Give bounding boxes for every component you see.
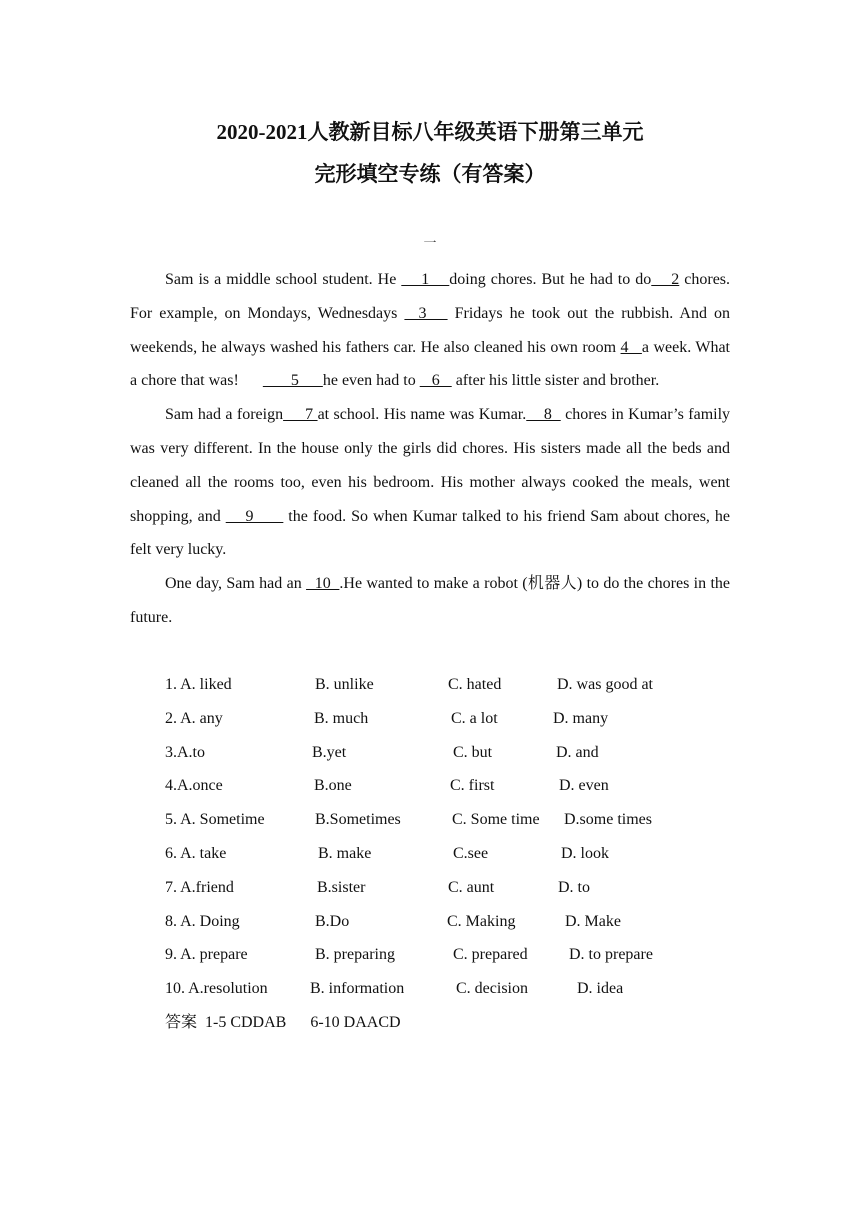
option-a: 1. A. liked [165,676,232,693]
option-a: 5. A. Sometime [165,811,265,829]
option-a: 2. A. any [165,709,223,727]
blank-6: 6 [419,372,452,390]
passage-text: the food. So when Kumar talked to his friend Sam about chores, he felt very lucky. [130,507,730,559]
document-title-line-1: 2020-2021人教新目标八年级英语下册第三单元 [216,120,644,144]
blank-1: 1 [401,271,450,288]
blank-4: 4 [620,338,642,356]
option-d: D. look [561,844,609,862]
option-d: D. idea [577,980,624,998]
blank-5: 5 [262,372,323,390]
option-c: C. Some time [452,811,540,829]
option-c: C. first [450,777,495,795]
passage-text: after his little sister and brother. [451,372,660,390]
option-b: B.Sometimes [315,811,401,829]
option-b: B. make [318,844,372,862]
option-d: D. was good at [557,676,653,693]
passage-text: a week. What a chore that was! [130,338,735,390]
passage-text: chores. For example, on Mondays, Wednesdays [130,271,731,322]
option-d: D. even [559,777,609,795]
option-d: D. to [558,878,590,896]
section-number: 一 [423,235,437,250]
cloze-passage [130,263,735,635]
option-b: B. much [314,709,369,727]
option-a: 9. A. prepare [165,946,248,964]
option-c: C. hated [448,676,502,693]
option-a: 6. A. take [165,844,227,862]
option-a: 10. A.resolution [165,980,268,998]
option-b: B.sister [317,878,366,896]
option-b: B.one [314,777,352,795]
passage-text: he even had to [322,372,420,390]
option-c: C. aunt [448,878,495,896]
option-d: D.some times [564,811,652,829]
passage-text: .He wanted to make a robot (机器人) to do the chores in the future. [130,575,730,626]
passage-text: at school. His name was Kumar. [317,406,527,424]
blank-8: 8 [526,406,561,424]
option-b: B. unlike [315,676,374,693]
passage-text: chores in Kumar’s family was very different. In the house only the girls did chores. His sisters made all the beds and cleaned all the rooms too, even his bedroom. His mother always cooked the meals, went shopping, and [130,406,731,525]
passage-text: One day, Sam had an [165,575,307,593]
option-c: C. but [453,743,493,761]
option-a: 8. A. Doing [165,912,240,930]
passage-text: doing chores. But he had to do [449,271,652,288]
option-c: C. prepared [453,946,528,964]
passage-paragraph-3 [130,567,730,635]
passage-text: Fridays he took out the rubbish. And on weekends, he always washed his fathers car. He also cleaned his own room [130,304,731,356]
option-a: 7. A.friend [165,878,234,896]
option-c: C. a lot [451,709,498,727]
answer-key: 答案 1-5 CDDAB 6-10 DAACD [165,1014,401,1031]
option-b: B.Do [315,912,350,930]
option-d: D. Make [565,912,621,930]
blank-2: 2 [651,271,680,288]
option-c: C. Making [447,912,516,930]
option-d: D. many [553,709,609,727]
passage-text: Sam is a middle school student. He [165,271,402,288]
blank-9: 9 [225,507,284,525]
option-d: D. to prepare [569,946,653,964]
option-c: C. decision [456,980,528,998]
option-c: C.see [453,844,489,862]
passage-paragraph-1 [130,263,735,398]
blank-3: 3 [404,304,448,322]
option-b: B. preparing [315,946,395,964]
option-b: B.yet [312,743,347,761]
passage-paragraph-2 [130,398,730,567]
option-a: 4.A.once [165,777,223,795]
passage-text: Sam had a foreign [165,406,284,424]
option-d: D. and [556,743,599,761]
blank-7: 7 [283,406,318,424]
option-b: B. information [310,980,405,998]
blank-10: 10 [306,575,340,593]
document-title-line-2: 完形填空专练（有答案） [314,162,546,186]
option-a: 3.A.to [165,743,205,761]
